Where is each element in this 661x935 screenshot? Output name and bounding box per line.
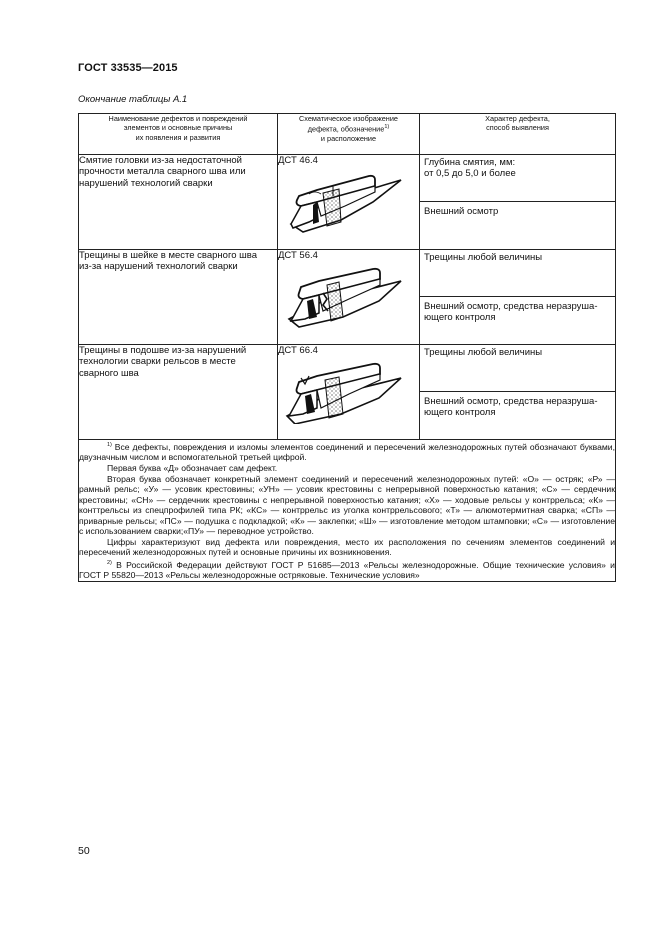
defect-character: Трещины любой величины (424, 347, 543, 358)
table-row (79, 155, 616, 250)
defect-code: ДСТ 56.4 (278, 250, 318, 261)
scheme-cell (278, 345, 420, 440)
defect-character-cell (420, 345, 616, 440)
table-row (79, 345, 616, 440)
defect-code: ДСТ 46.4 (278, 155, 318, 166)
column-header-scheme: Схематическое изображение дефекта, обозначение$^{1)}$ и расположение (278, 114, 420, 155)
rail-web-crack-illustration (283, 267, 405, 329)
detection-method: Внешний осмотр, средства неразруша- ющего контроля (420, 296, 615, 345)
defect-name-cell: Трещины в шейке в месте сварного шва из-за нарушений технологий сварки (79, 250, 278, 345)
scheme-cell (278, 155, 420, 250)
defect-name-cell: Трещины в подошве из-за нарушений технологии сварки рельсов в месте сварного шва (79, 345, 278, 440)
defect-character: Трещины любой величины (424, 252, 543, 263)
defect-code: ДСТ 66.4 (278, 345, 318, 356)
table-caption: Окончание таблицы А.1 (78, 94, 188, 105)
detection-method: Внешний осмотр (420, 201, 615, 250)
defect-name-cell: Смятие головки из-за недостаточной прочности металла сварного шва или нарушений технологий сварки (79, 155, 278, 250)
footnote-1: $^{1)}$ Все дефекты, повреждения и изломы элементов соединений и пересечений железнодорожных путей обозначают буквами, двузначным числом и вспомогательной третьей цифрой. (79, 441, 615, 463)
detection-method: Внешний осмотр, средства неразруша- ющего контроля (420, 391, 615, 440)
footnote-2: $^{2)}$ В Российской Федерации действуют ГОСТ Р 51685—2013 «Рельсы железнодорожные. Общие технические условия» и ГОСТ Р 55820—2013 «Рельсы железнодорожные остряковые. Технические условия» (79, 559, 615, 581)
defect-character: Глубина смятия, мм: от 0,5 до 5,0 и более (424, 157, 516, 180)
table-header-row (79, 114, 616, 155)
scheme-cell (278, 250, 420, 345)
table-row (79, 250, 616, 345)
note-second-letter: Вторая буква обозначает конкретный элемент соединений и пересечений железнодорожных путей: «О» — остряк; «Р» — рамный рельс; «У» — усовик крестовины; «УН» — усовик крестовины с непрерывной поверхностью катания; «С» — сердечник крестовины; «СН» — сердечник крестовины с непрерывной поверхностью катания; «Х» — ходовые рельсы у контррельса; «К» — конттрельсы из спецпрофилей типа РК; «КС» — контррельс из уголка контррельсового; «Т» — алюмотермитная сварка; «СП» — приварные рельсы; «ПС» — подушка с подкладкой; «К» — заклепки; «Ш» — изготовление методом штамповки; «С» — изготовление с использованием сварки;«ПУ» — переводное устройство. (79, 473, 615, 537)
note-first-letter: Первая буква «Д» обозначает сам дефект. (107, 462, 278, 473)
defect-character-cell (420, 250, 616, 345)
defect-character-cell (420, 155, 616, 250)
column-header-defect-name: Наименование дефектов и повреждений элементов и основные причины их появления и развития (79, 114, 278, 155)
document-header: ГОСТ 33535—2015 (78, 62, 178, 74)
footnote-ref-1: 1) (384, 124, 390, 131)
table-notes (79, 440, 616, 582)
rail-foot-crack-illustration (283, 362, 405, 424)
column-header-character: Характер дефекта, способ выявления (420, 114, 616, 155)
defects-table (78, 113, 616, 582)
notes-row (79, 440, 616, 582)
rail-head-crush-illustration (283, 172, 405, 234)
note-digits: Цифры характеризуют вид дефекта или повреждения, место их расположения по сечениям элементов соединений и пересечений железнодорожных путей и основные причины их возникновения. (79, 536, 615, 558)
page-number: 50 (78, 845, 90, 857)
